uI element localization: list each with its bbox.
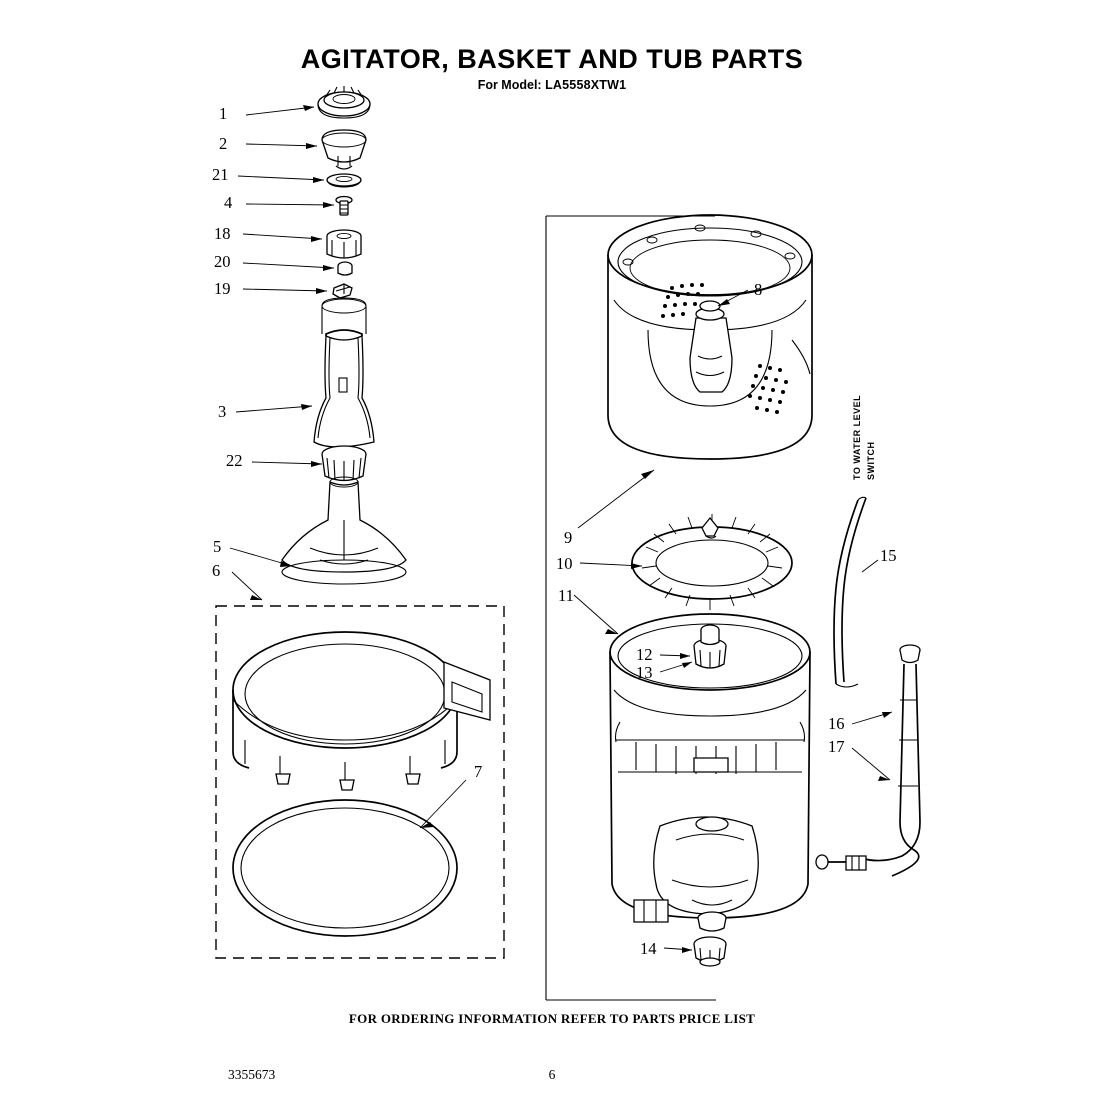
callout-13: 13 [636,663,653,682]
part-9-basket [608,215,812,459]
callout-3: 3 [218,402,227,421]
part-22-coupling [322,446,366,481]
callout-15: 15 [880,546,897,565]
part-21-washer [327,174,361,187]
callout-7: 7 [474,762,483,781]
part-6-tub-ring [216,606,504,958]
part-1-cap [318,86,370,118]
part-19-fastener [333,284,352,298]
part-16-17-tube [816,645,920,876]
callout-9: 9 [564,528,573,547]
callout-19: 19 [214,279,231,298]
part-10-balance-ring [632,514,792,610]
sheet-part-number: 3355673 [228,1067,276,1082]
part-7-gasket [233,780,466,936]
callout-20: 20 [214,252,231,271]
ordering-info-note: FOR ORDERING INFORMATION REFER TO PARTS PRICE LIST [348,1011,756,1026]
callout-12: 12 [636,645,653,664]
part-5-drive-bell [282,477,406,584]
callout-21: 21 [212,165,229,184]
water-level-annotation-line1: TO WATER LEVEL [852,394,862,480]
part-2-dispenser [322,130,366,169]
callout-4: 4 [224,193,233,212]
callout-10: 10 [556,554,573,573]
callout-22: 22 [226,451,243,470]
for-model-label: For Model: [477,78,542,92]
page-number: 6 [548,1067,556,1082]
callout-2: 2 [219,134,228,153]
part-15-hose [834,497,866,687]
callout-1: 1 [219,104,228,123]
callout-14: 14 [640,939,657,958]
callout-18: 18 [214,224,231,243]
part-14-fitting [694,937,726,966]
callout-8: 8 [754,280,763,299]
page-title: AGITATOR, BASKET AND TUB PARTS [300,44,804,74]
part-4-stud [336,197,352,216]
callout-17: 17 [828,737,845,756]
part-20-fastener [338,262,352,275]
callout-16: 16 [828,714,845,733]
callout-6: 6 [212,561,221,580]
water-level-annotation-line2: SWITCH [866,441,876,480]
callout-5: 5 [213,537,222,556]
model-number: LA5558XTW1 [545,78,627,92]
part-18-coupler [327,230,361,258]
part-3-agitator [314,298,374,447]
callout-11: 11 [558,586,574,605]
